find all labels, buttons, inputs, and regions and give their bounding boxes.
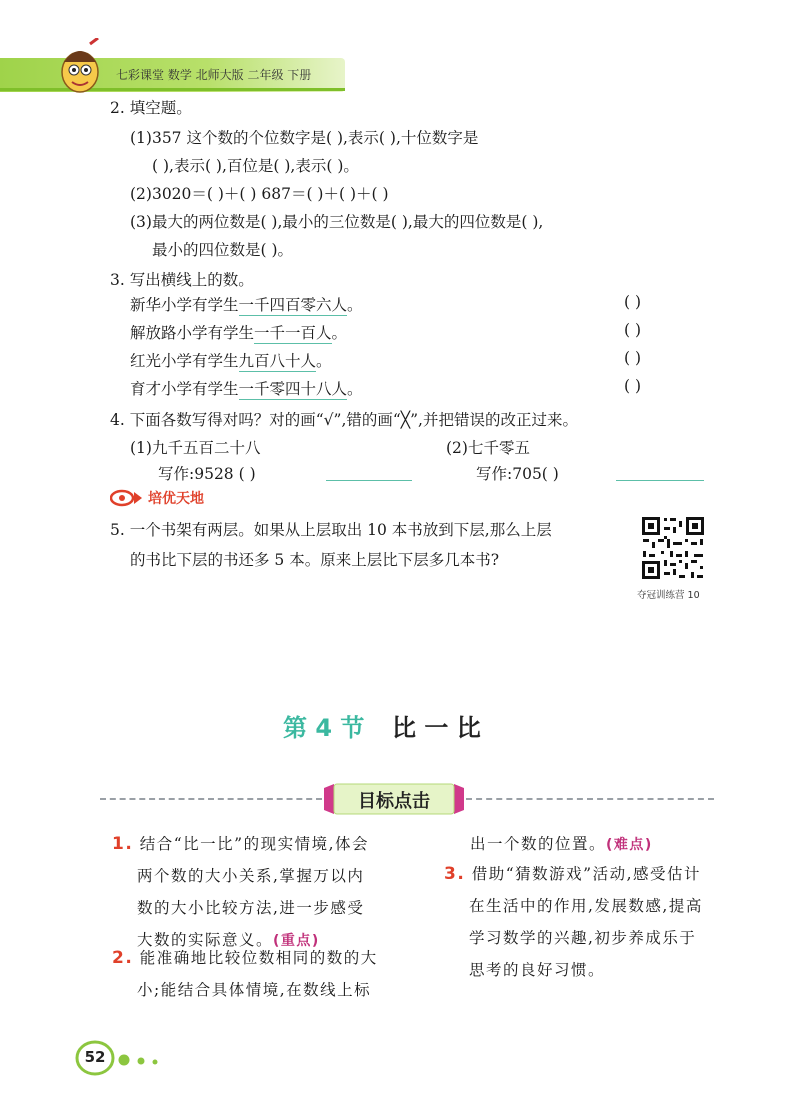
ex3-row-3-underlined: 九百八十人 xyxy=(238,352,317,370)
objectives-divider-left xyxy=(100,798,322,800)
objective-3-line-3: 学习数学的兴趣,初步养成乐于 xyxy=(469,929,697,947)
ex3-row-1-underlined: 一千四百零六人 xyxy=(238,296,348,314)
qr-caption: 夺冠训练营 10 xyxy=(637,590,700,601)
ex4-item2-correction-line[interactable] xyxy=(616,480,704,481)
ex3-row-3 xyxy=(130,349,332,371)
section-title: 比 一 比 xyxy=(392,714,481,742)
objective-1-line-4: 大数的实际意义。 xyxy=(137,931,274,949)
ex3-row-3-answer[interactable]: ( ) xyxy=(624,349,642,367)
ex4-item1-correction-line[interactable] xyxy=(326,480,412,481)
ex2-line1: (1)357 这个数的个位数字是( ),表示( ),十位数字是 xyxy=(130,129,479,147)
ex3-row-1 xyxy=(130,293,363,315)
ex4-item1: (1)九千五百二十八 xyxy=(130,439,261,457)
qr-code-icon[interactable] xyxy=(640,515,706,581)
ex3-row-2-answer[interactable]: ( ) xyxy=(624,321,642,339)
mascot-icon xyxy=(56,38,104,94)
objective-2 xyxy=(112,942,378,1006)
objective-3-number: 3. xyxy=(444,864,466,884)
ex3-row-4-answer[interactable]: ( ) xyxy=(624,377,642,395)
ex3-row-2-suffix: 。 xyxy=(331,324,348,342)
ex3-row-4-suffix: 。 xyxy=(347,380,363,398)
ex2-line5: 最小的四位数是( )。 xyxy=(152,241,294,259)
ex5-line2: 的书比下层的书还多 5 本。原来上层比下层多几本书? xyxy=(130,551,500,569)
ex4-item2-write[interactable]: 写作:705( ) xyxy=(476,465,559,483)
objective-2-continued xyxy=(470,828,653,861)
ex5-line1: 5. 一个书架有两层。如果从上层取出 10 本书放到下层,那么上层 xyxy=(110,521,552,539)
ex3-row-2-prefix: 解放路小学有学生 xyxy=(130,324,255,342)
ex2-line2: ( ),表示( ),百位是( ),表示( )。 xyxy=(152,157,359,175)
ex3-row-2-underlined: 一千一百人 xyxy=(254,324,332,342)
objective-2-number: 2. xyxy=(112,948,134,968)
ex3-title: 3. 写出横线上的数。 xyxy=(110,271,254,289)
ex3-row-4-prefix: 育才小学有学生 xyxy=(130,380,239,398)
objective-2-line-1: 能准确地比较位数相同的数的大 xyxy=(139,949,378,967)
objective-3-line-2: 在生活中的作用,发展数感,提高 xyxy=(469,897,703,915)
header-underline xyxy=(0,88,345,91)
objectives-banner xyxy=(324,782,464,816)
ex2-title: 2. 填空题。 xyxy=(110,99,192,117)
ex2-line4: (3)最大的两位数是( ),最小的三位数是( ),最大的四位数是( ), xyxy=(130,213,544,231)
page-dots-icon xyxy=(118,1052,162,1071)
objective-3-line-4: 思考的良好习惯。 xyxy=(469,961,606,979)
ex3-row-3-suffix: 。 xyxy=(316,352,332,370)
objective-1-line-2: 两个数的大小关系,掌握万以内 xyxy=(137,867,365,885)
objective-3 xyxy=(444,858,703,986)
ex3-row-1-prefix: 新华小学有学生 xyxy=(130,296,239,314)
ex4-title: 4. 下面各数写得对吗？对的画“√”,错的画“╳”,并把错误的改正过来。 xyxy=(110,411,578,429)
ex4-item1-write[interactable]: 写作:9528 ( ) xyxy=(158,465,256,483)
objective-2-line-2: 小;能结合具体情境,在数线上标 xyxy=(137,981,372,999)
objective-1-tag: (重点) xyxy=(273,933,320,949)
objective-1-line-3: 数的大小比较方法,进一步感受 xyxy=(137,899,365,917)
ex3-row-4-underlined: 一千零四十八人 xyxy=(238,380,348,398)
objectives-title: 目标点击 xyxy=(358,791,430,812)
objectives-divider-right xyxy=(466,798,714,800)
section-prefix: 第 4 节 xyxy=(283,714,365,742)
ex3-row-4 xyxy=(130,377,363,399)
enrich-label: 培优天地 xyxy=(148,491,204,507)
page-number: 52 xyxy=(84,1048,106,1066)
objective-1-line-1: 结合“比一比”的现实情境,体会 xyxy=(139,835,370,853)
ex3-row-1-suffix: 。 xyxy=(347,296,363,314)
objective-3-line-1: 借助“猜数游戏”活动,感受估计 xyxy=(471,865,702,883)
ex3-row-2 xyxy=(130,321,347,343)
ex2-line3: (2)3020＝( )＋( ) 687＝( )＋( )＋( ) xyxy=(130,185,389,203)
ex3-row-1-answer[interactable]: ( ) xyxy=(624,293,642,311)
objective-1-number: 1. xyxy=(112,834,134,854)
objective-2-cont-text: 出一个数的位置。 xyxy=(470,835,607,853)
ex4-item2: (2)七千零五 xyxy=(446,439,530,457)
ex3-row-3-prefix: 红光小学有学生 xyxy=(130,352,239,370)
objective-2-tag: (难点) xyxy=(606,837,653,853)
eye-arrow-icon xyxy=(110,489,144,511)
objective-1 xyxy=(112,828,369,957)
page-number-badge xyxy=(75,1040,115,1076)
header-title: 七彩课堂 数学 北师大版 二年级 下册 xyxy=(116,68,312,82)
